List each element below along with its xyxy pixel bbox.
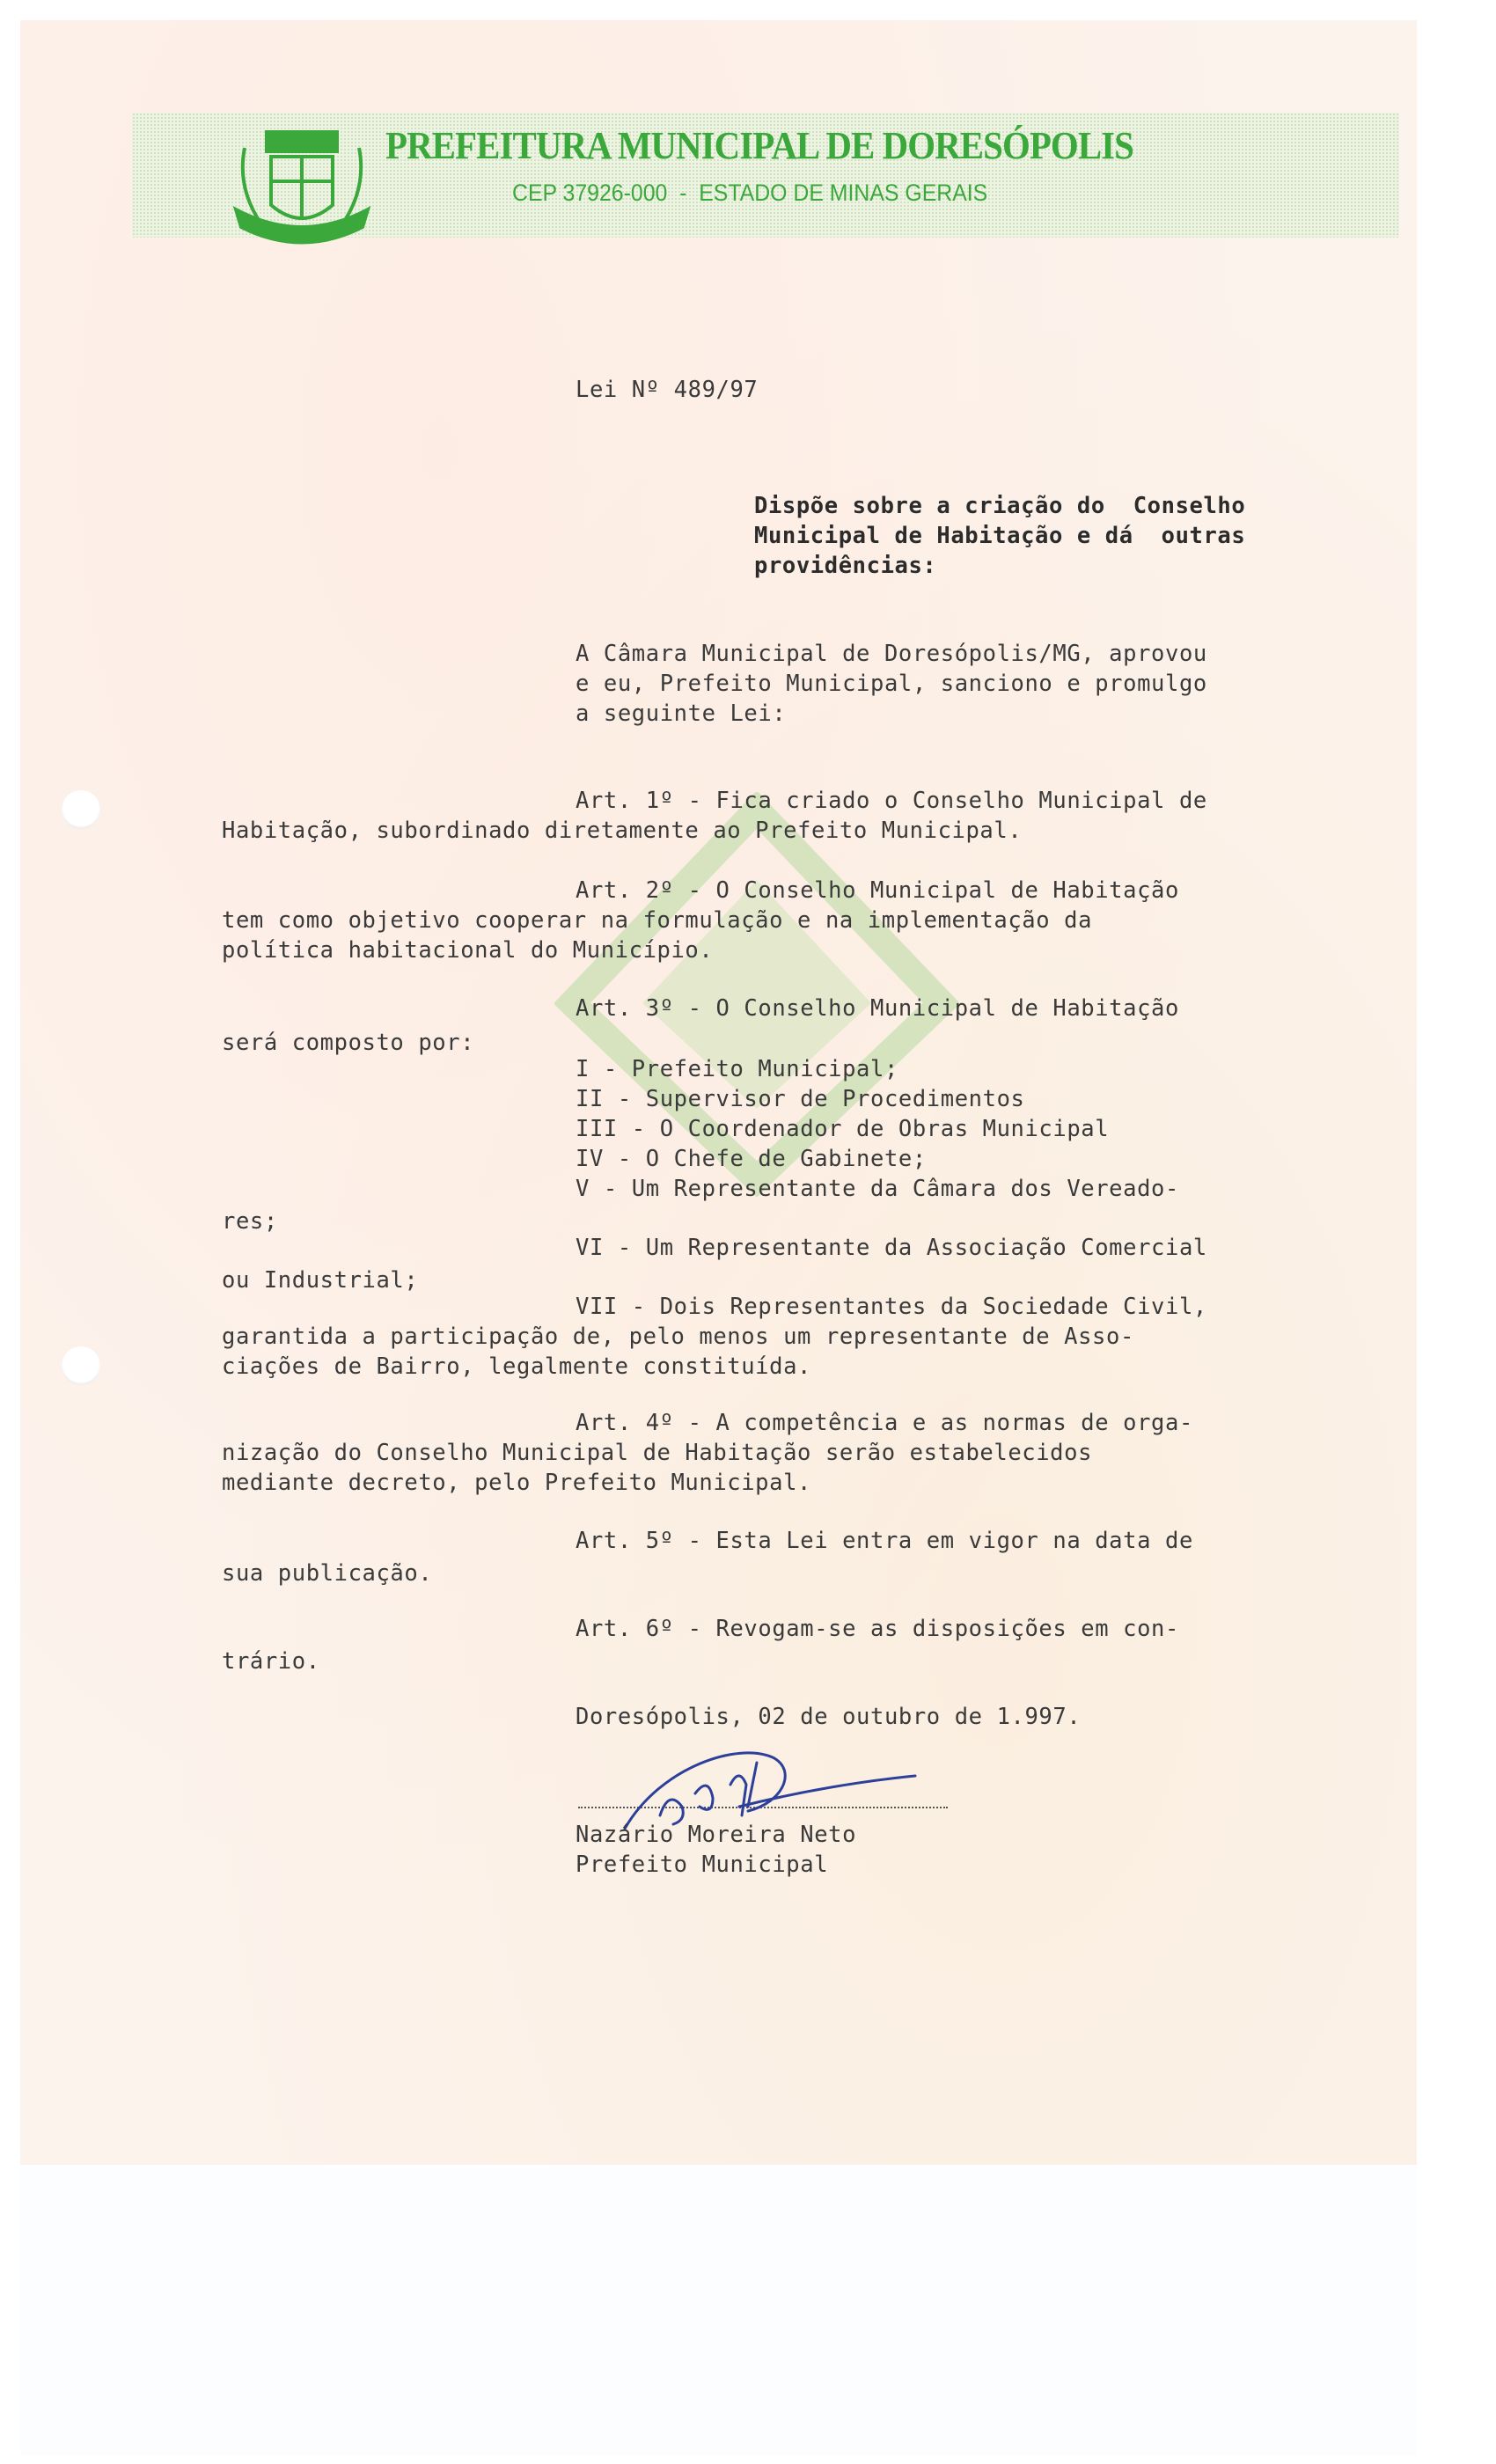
article-6: trário. [222,1648,320,1675]
article-2: Art. 2º - O Conselho Municipal de Habitação [576,877,1179,904]
date-line: Doresópolis, 02 de outubro de 1.997. [576,1704,1082,1730]
article-1: Habitação, subordinado diretamente ao Prefeito Municipal. [222,818,1023,844]
composition-item: garantida a participação de, pelo menos um representante de Asso- [222,1324,1134,1350]
article-2: política habitacional do Município. [222,937,714,964]
letterhead-title: PREFEITURA MUNICIPAL DE DORESÓPOLIS [385,124,1134,167]
article-4: Art. 4º - A competência e as normas de orga- [576,1410,1193,1436]
scan-blank-area [20,2165,1417,2455]
signatory-name: Nazário Moreira Neto [576,1822,857,1848]
composition-item: IV - O Chefe de Gabinete; [576,1146,927,1172]
preamble-line: e eu, Prefeito Municipal, sanciono e promulgo [576,671,1207,697]
preamble-line: A Câmara Municipal de Doresópolis/MG, aprovou [576,641,1207,667]
ementa-line: Dispõe sobre a criação do Conselho [754,493,1246,519]
article-4: nização do Conselho Municipal de Habitação serão estabelecidos [222,1440,1093,1466]
composition-item: I - Prefeito Municipal; [576,1056,898,1082]
coat-of-arms-icon [227,121,377,252]
signatory-title: Prefeito Municipal [576,1852,829,1878]
composition-item: V - Um Representante da Câmara dos Vereado- [576,1176,1179,1202]
punch-hole [62,1346,100,1385]
article-3: será composto por: [222,1030,475,1056]
ementa-line: Municipal de Habitação e dá outras [754,523,1246,549]
article-2: tem como objetivo cooperar na formulação e na implementação da [222,907,1093,934]
letterhead-subtitle: CEP 37926-000 - ESTADO DE MINAS GERAIS [512,180,988,206]
article-6: Art. 6º - Revogam-se as disposições em con- [576,1616,1179,1642]
composition-item: ciações de Bairro, legalmente constituída. [222,1353,811,1380]
composition-item: II - Supervisor de Procedimentos [576,1086,1025,1112]
article-5: sua publicação. [222,1560,433,1587]
composition-item: VII - Dois Representantes da Sociedade Civil, [576,1294,1207,1320]
composition-item: ou Industrial; [222,1267,419,1294]
composition-item: res; [222,1208,278,1235]
article-4: mediante decreto, pelo Prefeito Municipal. [222,1470,811,1496]
preamble-line: a seguinte Lei: [576,700,787,727]
punch-hole [62,790,100,829]
ementa-line: providências: [754,553,937,579]
composition-item: III - O Coordenador de Obras Municipal [576,1116,1110,1142]
article-3: Art. 3º - O Conselho Municipal de Habitação [576,995,1179,1022]
law-number: Lei Nº 489/97 [576,377,759,403]
article-1: Art. 1º - Fica criado o Conselho Municipal de [576,788,1207,814]
article-5: Art. 5º - Esta Lei entra em vigor na data de [576,1528,1193,1554]
composition-item: VI - Um Representante da Associação Comercial [576,1235,1207,1261]
